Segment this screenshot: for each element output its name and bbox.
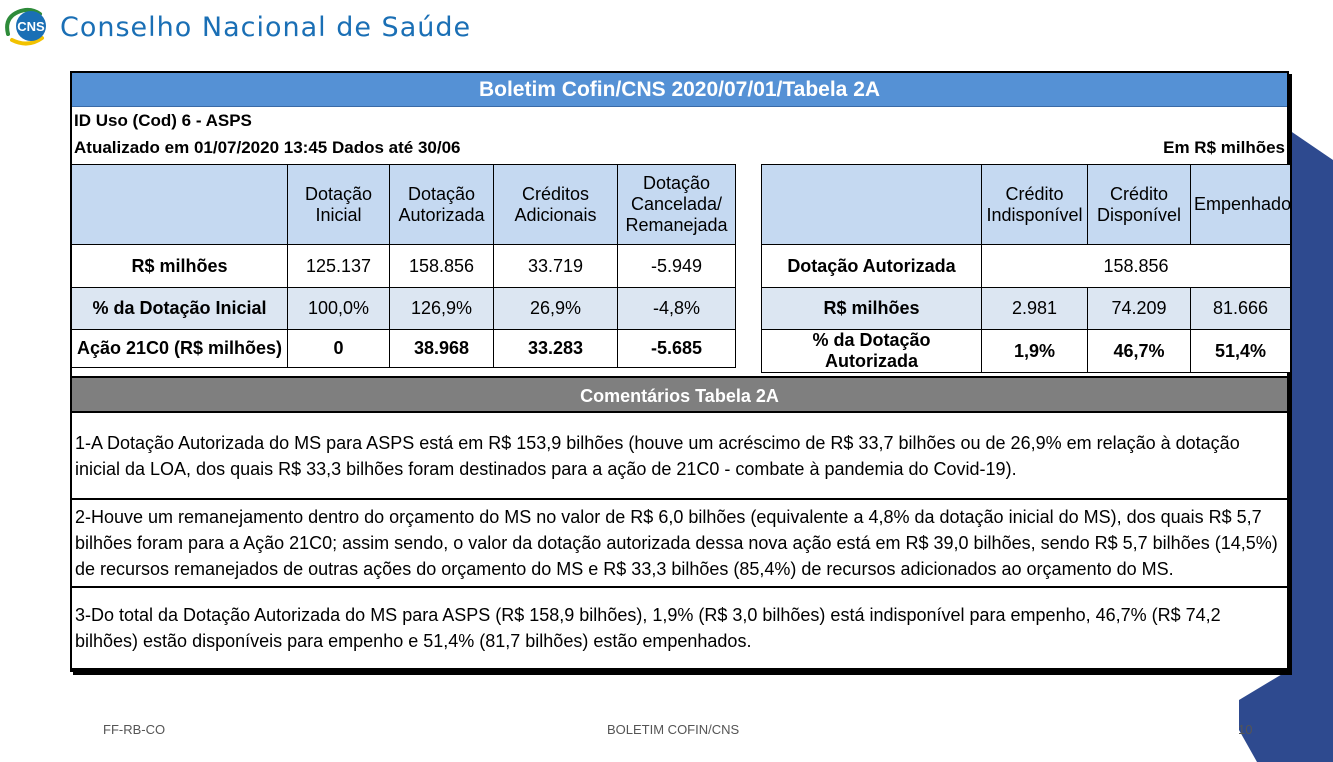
row-label: R$ milhões	[762, 288, 982, 330]
table-cell: 1,9%	[982, 330, 1088, 373]
table-cell: 125.137	[288, 245, 390, 288]
credit-status-table	[761, 164, 1291, 373]
comment-item	[72, 500, 1287, 588]
table-cell: -5.685	[618, 330, 736, 368]
updated-line: Atualizado em 01/07/2020 13:45 Dados até 30/06	[74, 138, 461, 157]
table-row	[72, 330, 736, 368]
cns-logo	[2, 4, 52, 50]
footer-left: FF-RB-CO	[103, 722, 166, 737]
logo-text: CNS	[17, 19, 45, 34]
comment-text: 1-A Dotação Autorizada do MS para ASPS está em R$ 153,9 bilhões (houve um acréscimo de R$ 33,7 bilhões ou de 26,9% em relação à dotação inicial da LOA, dos quais R$ 33,3 bilhões foram destinados para a ação de 21C0 - combate à pandemia do Covid-19).	[75, 432, 1240, 479]
org-title: Conselho Nacional de Saúde	[60, 12, 472, 43]
table-cell: 0	[288, 330, 390, 368]
page-number: 10	[1238, 722, 1253, 737]
header-cell: Dotação Autorizada	[390, 165, 494, 245]
table-cell: 46,7%	[1088, 330, 1191, 373]
table-row	[72, 288, 736, 330]
footer-center: BOLETIM COFIN/CNS	[607, 722, 740, 737]
bulletin-sheet	[70, 71, 1292, 672]
header-cell	[762, 165, 982, 245]
header-cell: Dotação Cancelada/ Remanejada	[618, 165, 736, 245]
table-cell: 81.666	[1191, 288, 1291, 330]
unit-label: Em R$ milhões	[1163, 138, 1285, 157]
table-cell: 33.283	[494, 330, 618, 368]
header-cell: Créditos Adicionais	[494, 165, 618, 245]
header-cell	[72, 165, 288, 245]
comment-text: 2-Houve um remanejamento dentro do orçamento do MS no valor de R$ 6,0 bilhões (equivalente a 4,8% da dotação inicial do MS), dos quais R$ 5,7 bilhões foram para a Ação 21C0; assim sendo, o valor da dotação autorizada dessa nova ação está em R$ 39,0 bilhões, sendo R$ 5,7 bilhões (14,5%) de recursos remanejados de outras ações do orçamento do MS e R$ 33,3 bilhões (85,4%) de recursos adicionados ao orçamento do MS.	[75, 507, 1278, 579]
row-label: Dotação Autorizada	[762, 245, 982, 288]
table-cell: 26,9%	[494, 288, 618, 330]
table-cell: 33.719	[494, 245, 618, 288]
table-cell: 51,4%	[1191, 330, 1291, 373]
comments-header: Comentários Tabela 2A	[72, 376, 1287, 413]
table-row	[762, 245, 1291, 288]
comment-item	[72, 588, 1287, 670]
row-label: R$ milhões	[72, 245, 288, 288]
table-cell: 2.981	[982, 288, 1088, 330]
header-cell: Crédito Disponível	[1088, 165, 1191, 245]
row-label: Ação 21C0 (R$ milhões)	[72, 330, 288, 368]
row-label: % da Dotação Autorizada	[762, 330, 982, 373]
header-cell: Crédito Indisponível	[982, 165, 1088, 245]
comment-text: 3-Do total da Dotação Autorizada do MS para ASPS (R$ 158,9 bilhões), 1,9% (R$ 3,0 bilhões) está indisponível para empenho, 46,7% (R$ 74,2 bilhões) estão disponíveis para empenho e 51,4% (81,7 bilhões) estão empenhados.	[75, 605, 1221, 651]
table-cell: 38.968	[390, 330, 494, 368]
allocation-table	[71, 164, 736, 368]
row-label: % da Dotação Inicial	[72, 288, 288, 330]
table-row	[762, 330, 1291, 373]
comment-item	[72, 413, 1287, 500]
header-cell: Dotação Inicial	[288, 165, 390, 245]
id-line: ID Uso (Cod) 6 - ASPS	[74, 111, 252, 130]
table-row	[762, 288, 1291, 330]
table-cell: 158.856	[982, 245, 1291, 288]
sheet-title: Boletim Cofin/CNS 2020/07/01/Tabela 2A	[72, 73, 1287, 107]
table-cell: 158.856	[390, 245, 494, 288]
table-cell: -5.949	[618, 245, 736, 288]
table-cell: 126,9%	[390, 288, 494, 330]
table-cell: -4,8%	[618, 288, 736, 330]
header-cell: Empenhado	[1191, 165, 1291, 245]
table-row	[72, 245, 736, 288]
table-cell: 100,0%	[288, 288, 390, 330]
table-cell: 74.209	[1088, 288, 1191, 330]
